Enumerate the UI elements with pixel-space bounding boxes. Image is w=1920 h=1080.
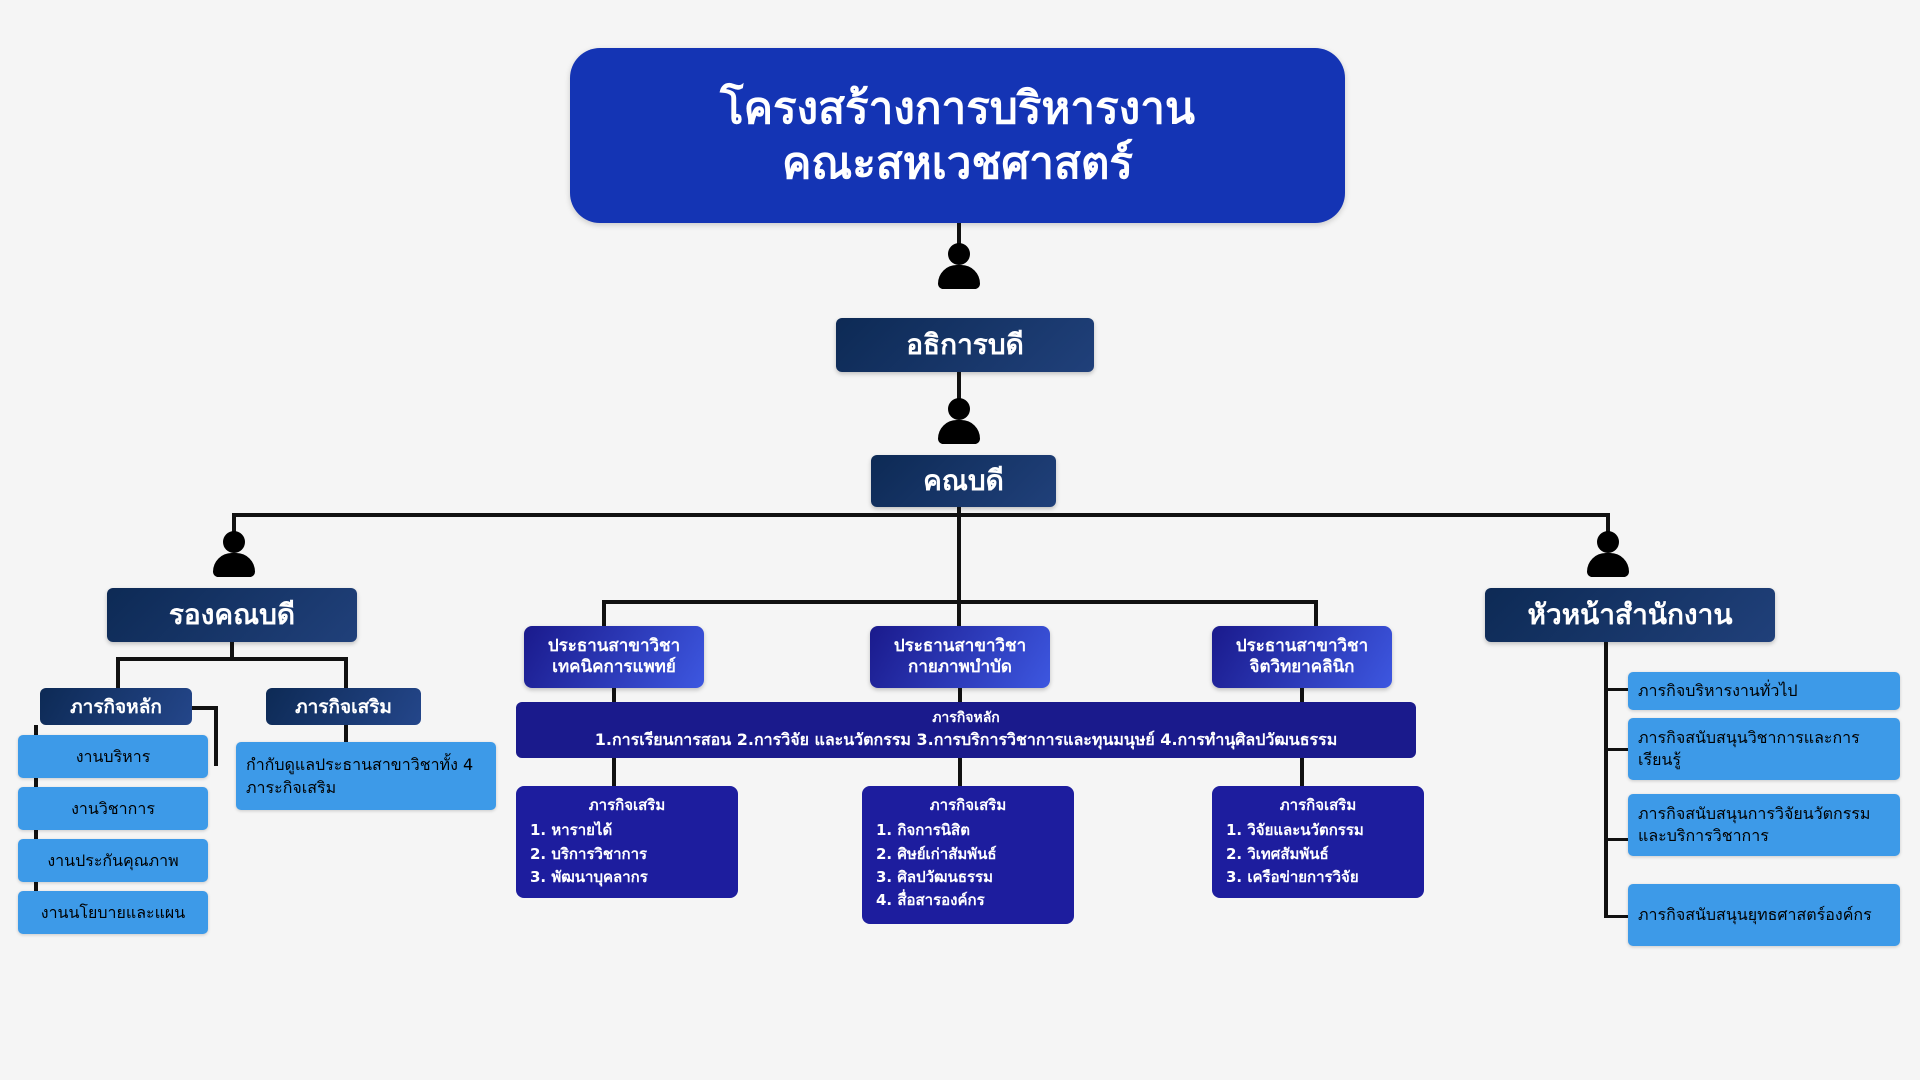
program-support-1-item-3: 3. พัฒนาบุคลากร (530, 867, 648, 886)
program-support-1-item-2: 2. บริการวิชาการ (530, 844, 648, 863)
bus-dean-horizontal (232, 513, 1610, 517)
vicedean-main-item-3[interactable] (18, 839, 208, 882)
vicedean-main-item-2-label: งานวิชาการ (71, 798, 155, 818)
program-support-3[interactable] (1212, 786, 1424, 898)
node-president-label: อธิการบดี (906, 328, 1024, 361)
connector-bus-programs (957, 513, 961, 603)
bus-vicedean-horizontal (116, 657, 348, 661)
chart-title (570, 48, 1345, 223)
connector-president-dean (957, 372, 961, 400)
vicedean-support-text[interactable] (236, 742, 496, 810)
vicedean-main-header[interactable] (40, 688, 192, 725)
program-chair-3-line1: ประธานสาขาวิชา (1235, 635, 1369, 656)
program-support-2[interactable] (862, 786, 1074, 924)
program-support-2-item-3: 3. ศิลปวัฒนธรรม (876, 867, 993, 886)
node-vice-dean-label: รองคณบดี (168, 598, 296, 631)
program-chair-3-line2: จิตวิทยาคลินิก (1249, 657, 1355, 677)
link-main-header-down (214, 706, 218, 766)
node-dean-label: คณบดี (923, 464, 1004, 497)
office-item-4[interactable] (1628, 884, 1900, 946)
program-support-3-item-1: 1. วิจัยและนวัตกรรม (1226, 821, 1364, 840)
tick-office-1 (1604, 688, 1630, 691)
program-support-2-item-4: 4. สื่อสารองค์กร (876, 891, 985, 909)
vicedean-main-item-2[interactable] (18, 787, 208, 830)
vicedean-main-header-label: ภารกิจหลัก (70, 695, 162, 718)
vicedean-support-header[interactable] (266, 688, 421, 725)
programs-shared-main-header: ภารกิจหลัก (932, 710, 1000, 726)
office-item-3-label: ภารกิจสนับสนุนการวิจัยนวัตกรรมและบริการวิชาการ (1638, 804, 1871, 845)
connector-band-support2 (958, 758, 962, 788)
program-chair-2-line1: ประธานสาขาวิชา (893, 635, 1027, 656)
person-icon-officehead (1586, 531, 1630, 579)
office-item-4-label: ภารกิจสนับสนุนยุทธศาสตร์องค์กร (1638, 905, 1872, 925)
program-chair-2-line2: กายภาพบำบัด (908, 657, 1012, 677)
tick-office-2 (1604, 748, 1630, 751)
tick-office-4 (1604, 915, 1630, 918)
vicedean-main-item-1[interactable] (18, 735, 208, 778)
node-dean[interactable] (871, 455, 1056, 507)
vicedean-support-text-label: กำกับดูแลประธานสาขาวิชาทั้ง 4 ภาระกิจเสริม (246, 754, 474, 797)
office-item-2[interactable] (1628, 718, 1900, 780)
connector-vicedean-support (344, 657, 348, 690)
office-item-1[interactable] (1628, 672, 1900, 710)
spine-officehead (1604, 678, 1608, 918)
program-support-1[interactable] (516, 786, 738, 898)
program-chair-1-line1: ประธานสาขาวิชา (547, 635, 681, 656)
vicedean-main-item-1-label: งานบริหาร (75, 746, 151, 766)
program-support-1-item-1: 1. หารายได้ (530, 821, 613, 840)
vicedean-main-item-3-label: งานประกันคุณภาพ (47, 850, 179, 870)
connector-vicedean-main (116, 657, 120, 690)
program-chair-1[interactable] (524, 626, 704, 688)
person-icon-dean (937, 398, 981, 446)
program-support-2-header: ภารกิจเสริม (929, 796, 1007, 814)
chart-title-line2: คณะสหเวชศาสตร์ (781, 137, 1134, 189)
person-icon-president (937, 243, 981, 291)
chart-title-line1: โครงสร้างการบริหารงาน (719, 82, 1196, 134)
person-icon-vicedean (212, 531, 256, 579)
node-office-head[interactable] (1485, 588, 1775, 642)
program-support-3-header: ภารกิจเสริม (1279, 796, 1357, 814)
program-support-1-header: ภารกิจเสริม (588, 796, 666, 814)
vicedean-main-item-4[interactable] (18, 891, 208, 934)
program-chair-2[interactable] (870, 626, 1050, 688)
program-support-3-item-3: 3. เครือข่ายการวิจัย (1226, 867, 1359, 886)
node-president[interactable] (836, 318, 1094, 372)
vicedean-support-header-label: ภารกิจเสริม (295, 695, 392, 718)
tick-office-3 (1604, 838, 1630, 841)
office-item-2-label: ภารกิจสนับสนุนวิชาการและการเรียนรู้ (1638, 728, 1860, 769)
program-support-2-item-1: 1. กิจการนิสิต (876, 821, 970, 840)
office-item-1-label: ภารกิจบริหารงานทั่วไป (1638, 681, 1798, 701)
program-support-3-item-2: 2. วิเทศสัมพันธ์ (1226, 844, 1329, 863)
program-chair-1-line2: เทคนิคการแพทย์ (552, 657, 676, 677)
programs-shared-main-mission[interactable] (516, 702, 1416, 758)
connector-band-support1 (612, 758, 616, 788)
connector-officehead-down (1604, 642, 1608, 682)
connector-band-support3 (1300, 758, 1304, 788)
node-office-head-label: หัวหน้าสำนักงาน (1527, 598, 1733, 631)
programs-shared-main-text: 1.การเรียนการสอน 2.การวิจัย และนวัตกรรม 3.การบริการวิชาการและทุนมนุษย์ 4.การทำนุศิลปวัฒนธรรม (594, 729, 1338, 749)
node-vice-dean[interactable] (107, 588, 357, 642)
program-support-2-item-2: 2. ศิษย์เก่าสัมพันธ์ (876, 844, 997, 863)
office-item-3[interactable] (1628, 794, 1900, 856)
vicedean-main-item-4-label: งานนโยบายและแผน (40, 902, 186, 922)
program-chair-3[interactable] (1212, 626, 1392, 688)
